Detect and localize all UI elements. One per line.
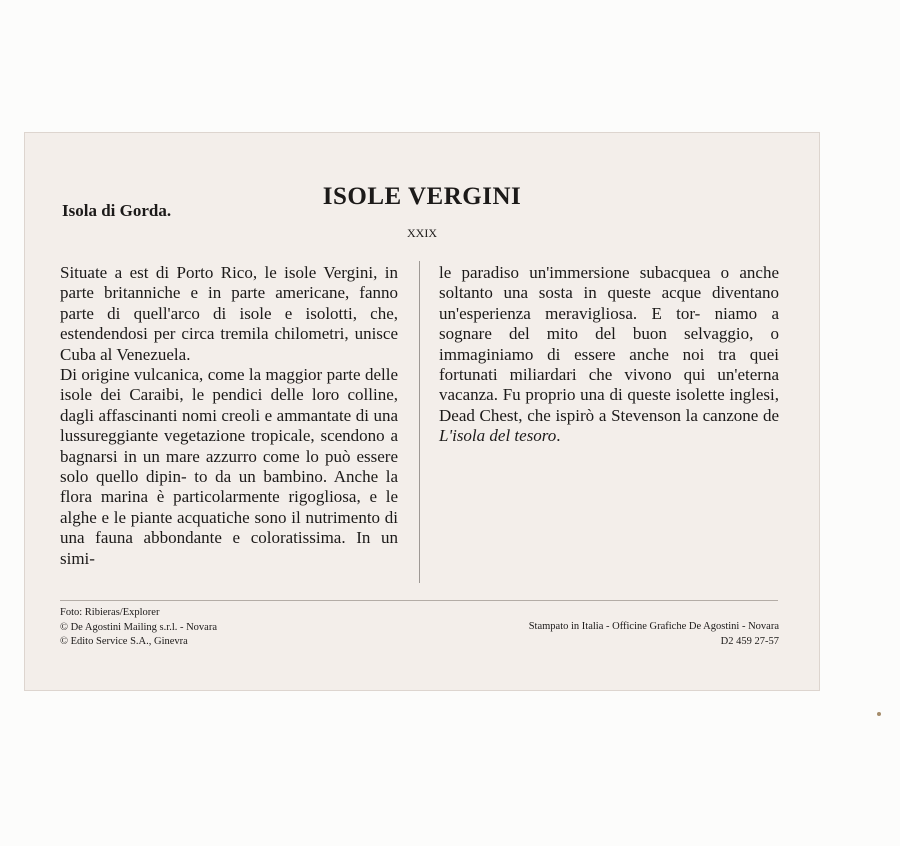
text-line: Di origine vulcanica, come la maggior parte	[60, 365, 361, 385]
text-fragment: canzone de	[702, 405, 780, 425]
text-line: colline, dagli affascinanti nomi creoli e	[60, 385, 399, 425]
text-line: unisce Cuba al Venezuela.	[60, 324, 398, 364]
paragraph-1	[60, 263, 398, 365]
text-line: inglesi, Dead Chest, che ispirò a Stevenson la	[439, 385, 779, 425]
text-line: vacanza. Fu proprio una di queste isolette	[439, 385, 725, 405]
text-line: piante acquatiche sono il nutrimento di una	[60, 507, 398, 548]
copyright-line-2: © Edito Service S.A., Ginevra	[60, 636, 188, 647]
text-line: ammantate di una lussureggiante vegetazione	[60, 405, 398, 446]
photo-credit: Foto: Ribieras/Explorer	[60, 607, 160, 618]
text-fragment: .	[556, 426, 561, 446]
text-line: parte britanniche e in parte americane, fanno	[60, 283, 398, 303]
book-title: L'isola del tesoro	[439, 426, 557, 446]
column-divider	[419, 261, 420, 583]
speck	[877, 712, 881, 716]
text-line: to da un bambino. Anche la flora marina è	[60, 467, 398, 507]
info-card	[25, 133, 819, 690]
text-line: particolarmente rigogliosa, e le alghe e le	[60, 487, 398, 527]
text-column-left	[60, 263, 398, 569]
printer-block	[529, 620, 779, 649]
location-label: Isola di Gorda.	[62, 201, 172, 220]
text-line: azzurro come lo può essere solo quello dipin-	[60, 446, 399, 487]
text-line: estendendosi per circa tremila chilometri,	[60, 324, 349, 344]
text-line: tropicale, scendono a bagnarsi in un mare	[60, 426, 399, 466]
text-line: niamo a sognare del mito del buon selvaggio,	[439, 303, 780, 344]
footer-rule	[60, 600, 778, 601]
text-column-right	[439, 263, 779, 447]
text-line: fauna abbondante e coloratissima. In un simi-	[60, 528, 398, 568]
printer-line: Stampato in Italia - Officine Grafiche De Agostini - Novara	[528, 621, 779, 632]
printer-code: D2 459 27-57	[720, 635, 779, 647]
credits-block	[60, 606, 217, 650]
card-title: ISOLE VERGINI	[322, 183, 522, 210]
text-line: anche soltanto una sosta in queste acque	[439, 263, 780, 303]
text-line: delle isole dei Caraibi, le pendici delle loro	[60, 365, 398, 405]
text-line: diventano un'esperienza meravigliosa. E tor-	[439, 283, 779, 323]
text-line: Situate a est di Porto Rico, le isole Vergini, in	[60, 263, 398, 282]
card-number: XXIX	[407, 226, 437, 240]
paragraph-2	[60, 365, 398, 569]
text-line: parte di quell'arco di isole e isolotti, che,	[60, 303, 398, 323]
text-line: o immaginiamo di essere anche noi tra quei	[439, 324, 780, 364]
copyright-line-1: © De Agostini Mailing s.r.l. - Novara	[60, 621, 218, 633]
text-line: fortunati miliardari che vivono qui un'eterna	[439, 365, 779, 385]
paragraph-3	[439, 263, 779, 447]
text-line: le paradiso un'immersione subacquea o	[439, 263, 730, 282]
